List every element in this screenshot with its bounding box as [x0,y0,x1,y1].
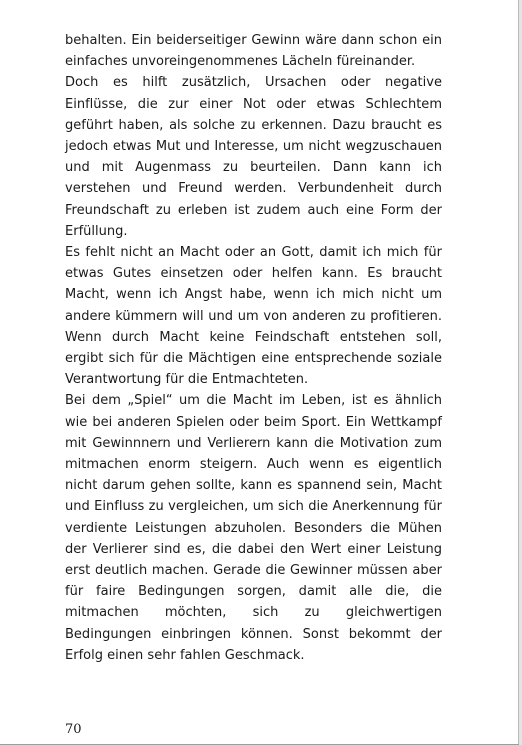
text-section-1 [65,30,442,242]
paragraph-causes: Doch es hilft zusätzlich, Ursachen oder negative Einflüsse, die zur einer Not oder etwas Schlechtem geführt haben, als solche zu erkennen. Dazu braucht es jedoch etwas Mut und Interesse, um nicht wegzuschauen und mit Augenmass zu beurteilen. Dann kann ich verstehen und Freund werden. Verbundenheit durch Freundschaft zu erleben ist zudem auch eine Form der Erfüllung. [65,75,442,239]
paragraph-game: Bei dem „Spiel“ um die Macht im Leben, ist es ähnlich wie bei anderen Spielen oder beim Sport. Ein Wettkampf mit Gewinnnern und Verlierern kann die Motivation zum mitmachen enorm steigern. Auch wenn es eigentlich nicht darum gehen sollte, kann es spannend sein, Macht und Einfluss zu vergleichen, um sich die Anerkennung für verdiente Leistungen abzuholen. Besonders die Mühen der Verlierer sind es, die dabei den Wert einer Leistung erst deutlich machen. Gerade die Gewinner müssen aber für faire Bedingungen sorgen, damit alle die, die mitmachen möchten, sich zu gleichwertigen Bedingungen einbringen können. Sonst bekommt der Erfolg einen sehr fahlen Geschmack. [65,393,442,663]
text-section-2 [65,242,442,666]
paragraph-continued: behalten. Ein beiderseitiger Gewinn wäre dann schon ein einfaches unvoreingenommenes Lächeln füreinander. [65,33,442,70]
page-number: 70 [65,722,82,737]
paragraph-power: Es fehlt nicht an Macht oder an Gott, damit ich mich für etwas Gutes einsetzen oder helfen kann. Es braucht Macht, wenn ich Angst habe, wenn ich mich nicht um andere kümmern will und um von anderen zu profitieren. Wenn durch Macht keine Feindschaft entstehen soll, ergibt sich für die Mächtigen eine entsprechende soziale Verantwortung für die Entmachteten. [65,245,442,388]
